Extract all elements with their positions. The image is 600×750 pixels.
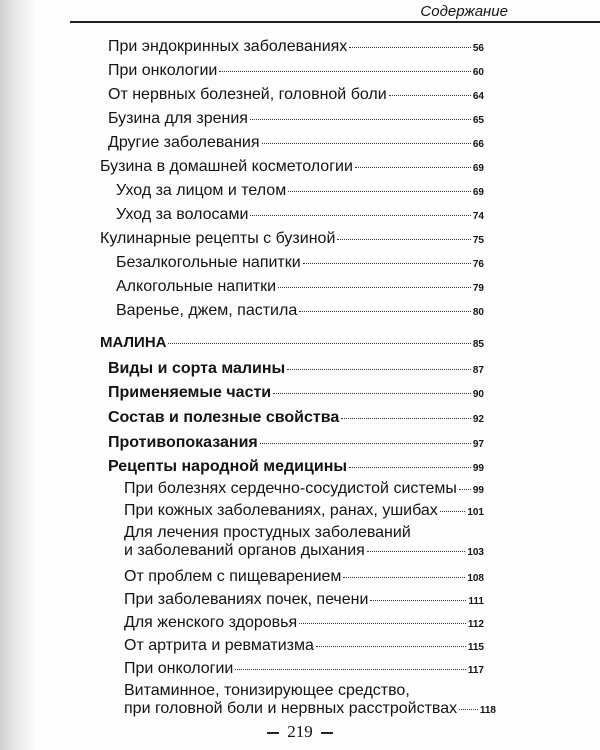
leader-dots — [299, 310, 471, 312]
toc-entry-line2 — [124, 700, 496, 720]
toc-entry[interactable] — [124, 614, 484, 634]
toc-entry-page: 118 — [479, 705, 496, 716]
toc-entry-label: При эндокринных заболеваниях — [108, 38, 348, 55]
toc-entry-label: Виды и сорта малины — [108, 360, 286, 377]
toc-entry-line2 — [124, 542, 484, 562]
toc-entry[interactable] — [116, 206, 484, 226]
toc-entry[interactable] — [116, 278, 484, 298]
toc-entry-label: От проблем с пищеварением — [124, 568, 342, 585]
toc-entry-label: Другие заболевания — [108, 134, 260, 151]
toc-entry-page: 60 — [472, 67, 484, 78]
leader-dots — [219, 70, 471, 72]
toc-entry-label: При кожных заболеваниях, ранах, ушибах — [124, 502, 438, 519]
leader-dots — [288, 190, 471, 192]
leader-dots — [349, 466, 471, 468]
leader-dots — [367, 550, 466, 552]
toc-entry-page: 75 — [472, 235, 484, 246]
header-rule — [70, 21, 600, 23]
leader-dots — [316, 645, 466, 647]
toc-entry[interactable] — [108, 110, 484, 130]
toc-entry[interactable] — [108, 62, 484, 82]
toc-entry-page: 85 — [472, 339, 484, 350]
leader-dots — [273, 392, 471, 394]
leader-dots — [370, 599, 466, 601]
leader-dots — [260, 442, 471, 444]
toc-chapter-label: МАЛИНА — [100, 334, 167, 351]
toc-entry-page: 117 — [467, 665, 484, 676]
toc-entry-label: Безалкогольные напитки — [116, 254, 301, 271]
page-number — [0, 722, 600, 742]
toc-entry-page: 92 — [472, 414, 484, 425]
leader-dots — [459, 708, 478, 710]
toc-entry-page: 108 — [467, 573, 484, 584]
toc-entry-label: От нервных болезней, головной боли — [108, 86, 387, 103]
toc-entry-page: 76 — [472, 259, 484, 270]
toc-entry-label: Бузина в домашней косметологии — [100, 158, 353, 175]
toc-entry[interactable] — [108, 86, 484, 106]
leader-dots — [355, 166, 471, 168]
toc-entry-page: 90 — [472, 389, 484, 400]
toc-entry-label: Уход за лицом и телом — [116, 182, 287, 199]
leader-dots — [262, 142, 471, 144]
toc-section-entry[interactable] — [108, 458, 484, 478]
toc-entry[interactable] — [100, 230, 484, 250]
toc-entry-multiline[interactable] — [124, 682, 496, 720]
toc-entry-multiline[interactable] — [124, 524, 484, 562]
book-spine-shadow — [0, 0, 34, 750]
leader-dots — [235, 668, 465, 670]
toc-section-entry[interactable] — [108, 434, 484, 454]
dash-right — [321, 732, 333, 734]
leader-dots — [303, 262, 471, 264]
toc-entry-page: 80 — [472, 307, 484, 318]
toc-entry[interactable] — [116, 302, 484, 322]
toc-entry-label: Для женского здоровья — [124, 614, 298, 631]
toc-entry-label: Кулинарные рецепты с бузиной — [100, 230, 336, 247]
toc-chapter-entry[interactable] — [100, 334, 484, 354]
toc-entry-label: Бузина для зрения — [108, 110, 248, 127]
toc-entry-page: 69 — [472, 163, 484, 174]
toc-entry-page: 56 — [472, 43, 484, 54]
toc-entry[interactable] — [116, 254, 484, 274]
toc-entry-label: При болезнях сердечно-сосудистой системы — [124, 480, 457, 497]
toc-entry-page: 99 — [472, 463, 484, 474]
toc-entry-label-line2: при головной боли и нервных расстройствах — [124, 700, 458, 717]
toc-entry-page: 65 — [472, 115, 484, 126]
toc-entry-page: 112 — [467, 619, 484, 630]
toc-entry[interactable] — [116, 182, 484, 202]
leader-dots — [250, 214, 470, 216]
toc-entry-label-line1: Витаминное, тонизирующее средство, — [124, 682, 410, 699]
page-number-value: 219 — [287, 722, 313, 741]
toc-entry-page: 97 — [472, 439, 484, 450]
toc-section-entry[interactable] — [108, 384, 484, 404]
toc-entry-page: 69 — [472, 187, 484, 198]
toc-entry-label: Алкогольные напитки — [116, 278, 277, 295]
toc-entry[interactable] — [108, 134, 484, 154]
leader-dots — [440, 510, 466, 512]
toc-entry-label-line1: Для лечения простудных заболеваний — [124, 524, 411, 541]
toc-entry-label: Рецепты народной медицины — [108, 458, 348, 475]
toc-entry[interactable] — [124, 591, 484, 611]
toc-entry-label: От артрита и ревматизма — [124, 637, 314, 654]
running-head-title: Содержание — [420, 3, 508, 20]
toc-entry[interactable] — [124, 502, 484, 522]
toc-entry-label: При онкологии — [108, 62, 218, 79]
leader-dots — [168, 342, 470, 344]
toc-entry-page: 87 — [472, 365, 484, 376]
toc-entry-label: Противопоказания — [108, 434, 258, 451]
leader-dots — [459, 488, 471, 490]
toc-entry-page: 79 — [472, 283, 484, 294]
leader-dots — [349, 46, 471, 48]
toc-entry-page: 66 — [472, 139, 484, 150]
toc-entry-label: При заболеваниях почек, печени — [124, 591, 369, 608]
toc-entry-page: 103 — [467, 547, 484, 558]
running-head — [0, 0, 600, 26]
dash-left — [267, 732, 279, 734]
toc-entry-page: 74 — [472, 211, 484, 222]
toc-entry-page: 64 — [472, 91, 484, 102]
leader-dots — [341, 417, 471, 419]
toc-entry-page: 101 — [467, 507, 484, 518]
toc-entry-label: Варенье, джем, пастила — [116, 302, 298, 319]
toc-entry[interactable] — [124, 637, 484, 657]
toc-entry-label: Уход за волосами — [116, 206, 249, 223]
toc-entry-page: 115 — [467, 642, 484, 653]
leader-dots — [299, 622, 466, 624]
toc-entry-page: 111 — [468, 596, 484, 607]
toc-entry[interactable] — [124, 568, 484, 588]
toc-entry-label-line2: и заболеваний органов дыхания — [124, 542, 365, 559]
toc-entry[interactable] — [124, 480, 484, 500]
leader-dots — [343, 576, 465, 578]
toc-entry[interactable] — [124, 660, 484, 680]
toc-entry[interactable] — [108, 38, 484, 58]
leader-dots — [287, 368, 471, 370]
toc-entry-label: При онкологии — [124, 660, 234, 677]
leader-dots — [278, 286, 471, 288]
leader-dots — [250, 118, 471, 120]
toc-entry-page: 99 — [472, 485, 484, 496]
toc-section-entry[interactable] — [108, 360, 484, 380]
toc-entry[interactable] — [100, 158, 484, 178]
toc-entry-label: Применяемые части — [108, 384, 272, 401]
toc-section-entry[interactable] — [108, 409, 484, 429]
leader-dots — [337, 238, 471, 240]
leader-dots — [389, 94, 471, 96]
toc-entry-label: Состав и полезные свойства — [108, 409, 340, 426]
